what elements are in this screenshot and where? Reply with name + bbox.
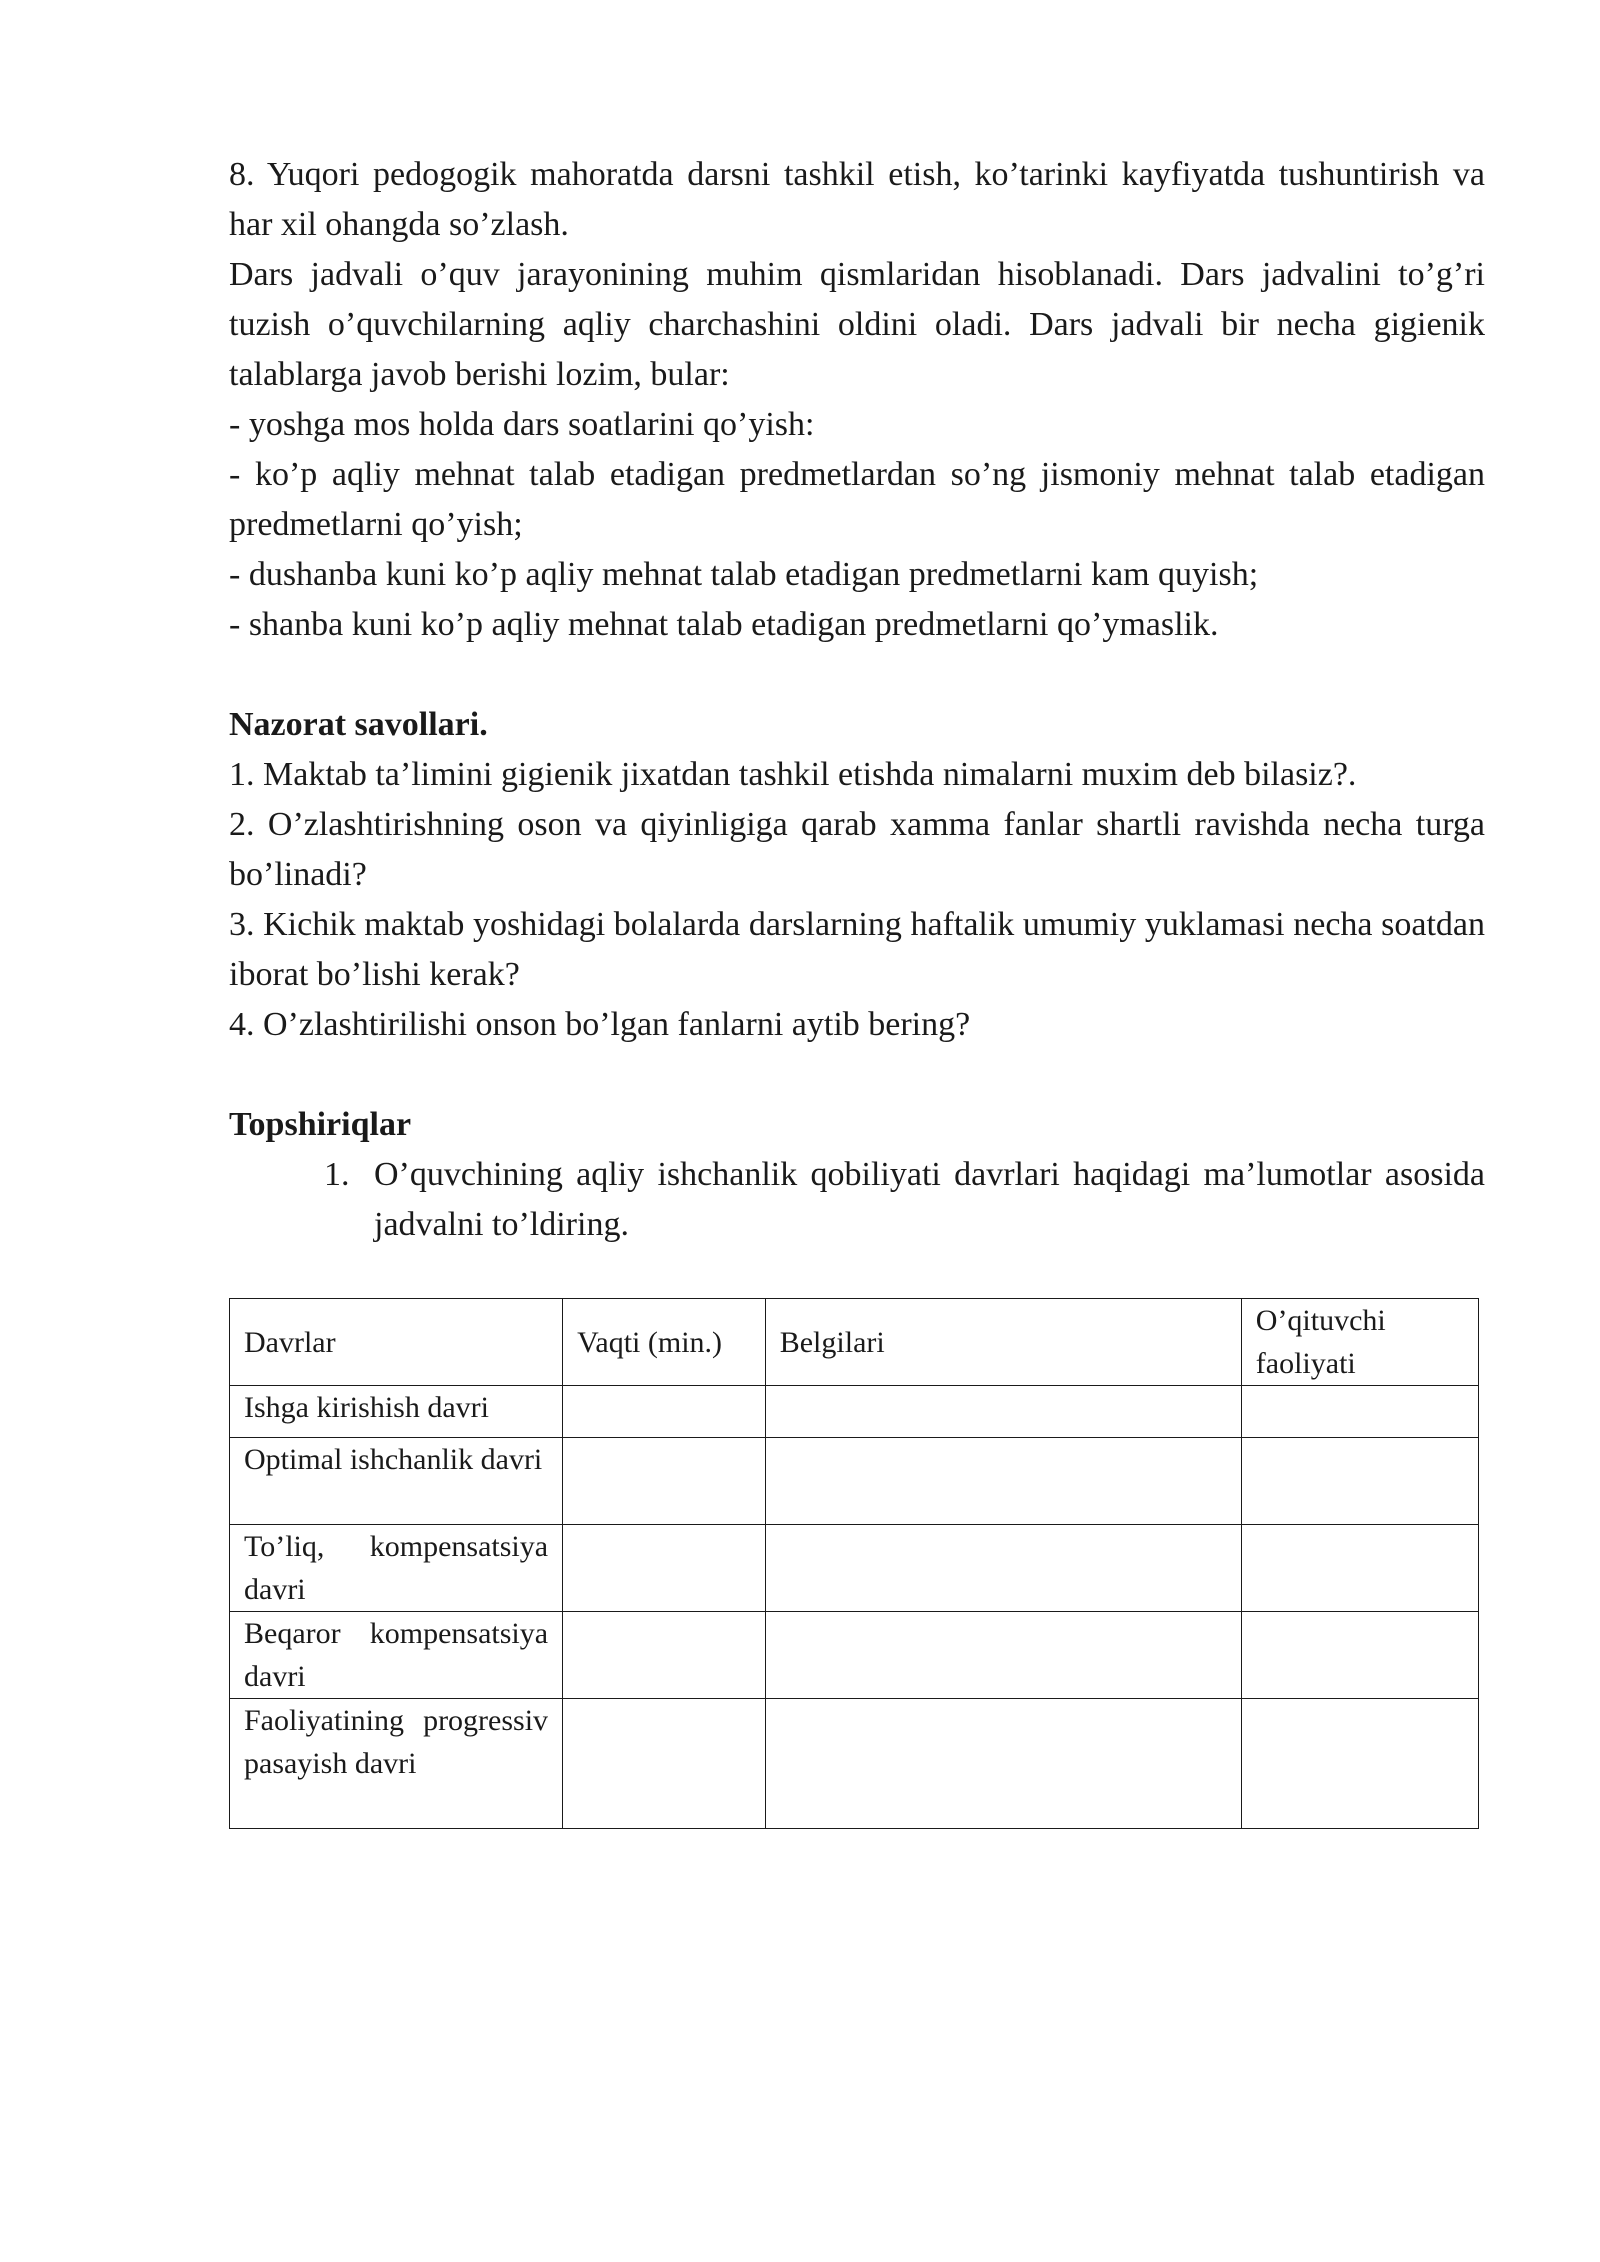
- control-question: 3. Kichik maktab yoshidagi bolalarda darslarning haftalik umumiy yuklamasi necha soatdan iborat bo’lishi kerak?: [229, 906, 1485, 993]
- table-row: [230, 1386, 1479, 1438]
- header-cell-time: Vaqti (min.): [563, 1299, 766, 1386]
- document-page: [229, 150, 1485, 1250]
- task-item: [229, 1150, 1485, 1250]
- period-name-cell: Faoliyatining progressiv pasayish davri: [230, 1699, 563, 1829]
- teacher-activity-cell[interactable]: [1241, 1612, 1478, 1699]
- requirement-item: - yoshga mos holda dars soatlarini qo’yish:: [229, 406, 815, 443]
- signs-cell[interactable]: [765, 1699, 1241, 1829]
- signs-cell[interactable]: [765, 1386, 1241, 1438]
- periods-table: [229, 1298, 1479, 1829]
- time-cell[interactable]: [563, 1525, 766, 1612]
- table-row: [230, 1699, 1479, 1829]
- control-questions-heading: Nazorat savollari.: [229, 706, 488, 743]
- task-number: 1.: [324, 1156, 350, 1193]
- table-header-row: [230, 1299, 1479, 1386]
- teacher-activity-cell[interactable]: [1241, 1438, 1478, 1525]
- header-cell-periods: Davrlar: [230, 1299, 563, 1386]
- time-cell[interactable]: [563, 1612, 766, 1699]
- control-question: 4. O’zlashtirilishi onson bo’lgan fanlarni aytib bering?: [229, 1006, 971, 1043]
- requirement-item: - ko’p aqliy mehnat talab etadigan predmetlardan so’ng jismoniy mehnat talab etadigan predmetlarni qo’yish;: [229, 456, 1485, 543]
- header-cell-teacher-activity: O’qituvchi faoliyati: [1241, 1299, 1478, 1386]
- tasks-list: [229, 1150, 1485, 1250]
- time-cell[interactable]: [563, 1386, 766, 1438]
- intro-paragraph: Dars jadvali o’quv jarayonining muhim qismlaridan hisoblanadi. Dars jadvalini to’g’ri tuzish o’quvchilarning aqliy charchashini oldini oladi. Dars jadvali bir necha gigienik talablarga javob berishi lozim, bular:: [229, 256, 1485, 393]
- control-question: 2. O’zlashtirishning oson va qiyinligiga qarab xamma fanlar shartli ravishda necha turga bo’linadi?: [229, 806, 1485, 893]
- period-name-cell: To’liq, kompensatsiya davri: [230, 1525, 563, 1612]
- period-name-cell: Optimal ishchanlik davri: [230, 1438, 563, 1525]
- table-row: [230, 1438, 1479, 1525]
- control-question: 1. Maktab ta’limini gigienik jixatdan tashkil etishda nimalarni muxim deb bilasiz?.: [229, 756, 1357, 793]
- teacher-activity-cell[interactable]: [1241, 1525, 1478, 1612]
- period-name-cell: Ishga kirishish davri: [230, 1386, 563, 1438]
- requirement-item: - dushanba kuni ko’p aqliy mehnat talab etadigan predmetlarni kam quyish;: [229, 556, 1259, 593]
- signs-cell[interactable]: [765, 1525, 1241, 1612]
- period-name-cell: Beqaror kompensatsiya davri: [230, 1612, 563, 1699]
- task-text: O’quvchining aqliy ishchanlik qobiliyati davrlari haqidagi ma’lumotlar asosida jadvalni to’ldiring.: [374, 1156, 1485, 1243]
- table-row: [230, 1612, 1479, 1699]
- tasks-heading: Topshiriqlar: [229, 1106, 412, 1143]
- signs-cell[interactable]: [765, 1612, 1241, 1699]
- teacher-activity-cell[interactable]: [1241, 1699, 1478, 1829]
- time-cell[interactable]: [563, 1699, 766, 1829]
- table-row: [230, 1525, 1479, 1612]
- intro-item-8: 8. Yuqori pedogogik mahoratda darsni tashkil etish, ko’tarinki kayfiyatda tushuntirish va har xil ohangda so’zlash.: [229, 156, 1485, 243]
- teacher-activity-cell[interactable]: [1241, 1386, 1478, 1438]
- requirement-item: - shanba kuni ko’p aqliy mehnat talab etadigan predmetlarni qo’ymaslik.: [229, 606, 1219, 643]
- time-cell[interactable]: [563, 1438, 766, 1525]
- header-cell-signs: Belgilari: [765, 1299, 1241, 1386]
- signs-cell[interactable]: [765, 1438, 1241, 1525]
